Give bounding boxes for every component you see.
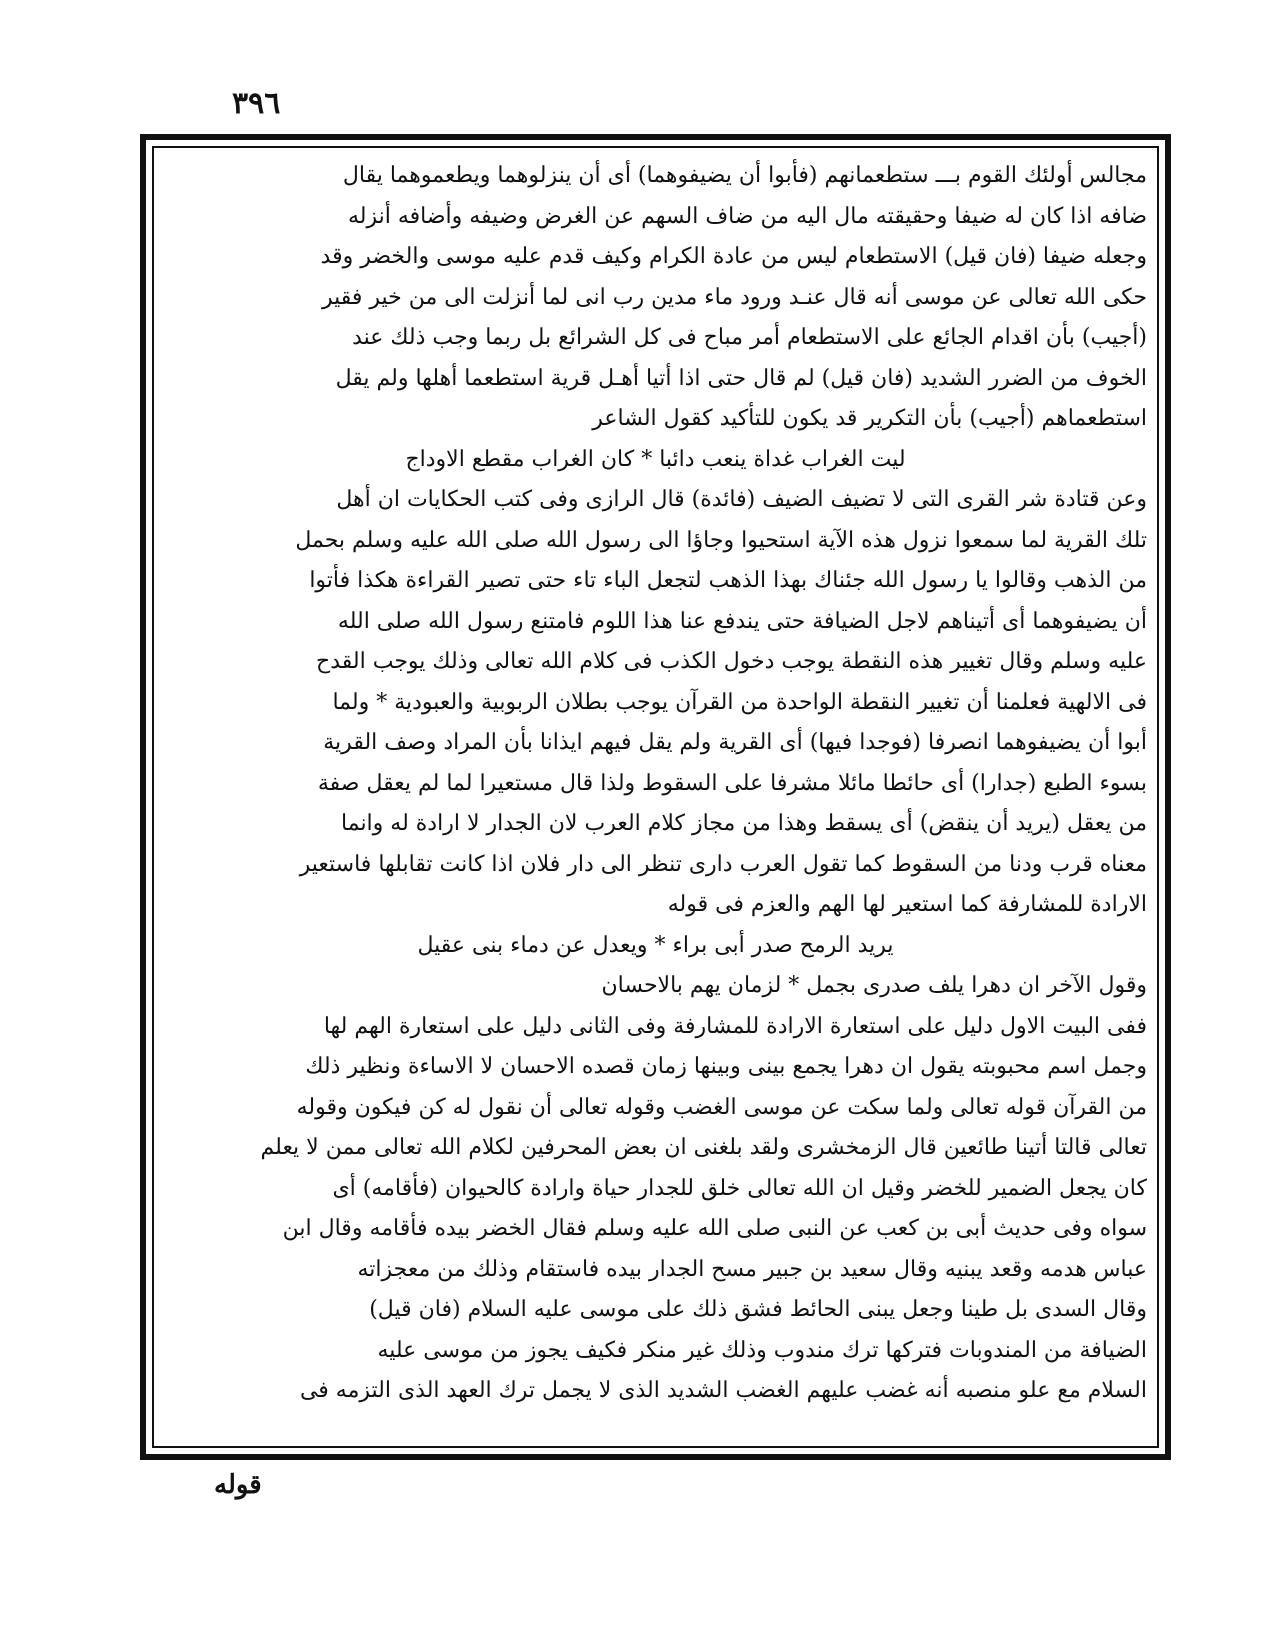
- text-line: عليه وسلم وقال تغيير هذه النقطة يوجب دخول الكذب فى كلام الله تعالى وذلك يوجب القدح: [316, 649, 1147, 674]
- text-line: تلك القرية لما سمعوا نزول هذه الآية استحيوا وجاؤا الى رسول الله صلى الله عليه وسلم بحمل: [295, 527, 1147, 553]
- text-line: السلام مع علو منصبه أنه غضب عليهم الغضب الشديد الذى لا يجمل ترك العهد الذى التزمه فى: [299, 1378, 1147, 1403]
- page-number: ٣٩٦: [232, 86, 281, 121]
- text-line: (أجيب) بأن اقدام الجائع على الاستطعام أمر مباح فى كل الشرائع بل ربما وجب ذلك عند: [352, 325, 1147, 350]
- text-line: وجعله ضيفا (فان قيل) الاستطعام ليس من عادة الكرام وكيف قدم عليه موسى والخضر وقد: [320, 244, 1147, 269]
- text-line: حكى الله تعالى عن موسى أنه قال عنـد ورود ماء مدين رب انى لما أنزلت الى من خير فقير: [321, 284, 1147, 310]
- text-line: تعالى قالتا أتينا طائعين قال الزمخشرى ولقد بلغنى ان بعض المحرفين لكلام الله تعالى ممن لا يعلم: [260, 1135, 1147, 1160]
- text-line: بسوء الطبع (جدارا) أى حائطا مائلا مشرفا على السقوط ولذا قال مستعيرا لما لم يعقل صفة: [317, 770, 1147, 796]
- text-line: مجالس أولئك القوم بـــ ستطعمانهم (فأبوا أن يضيفوهما) أى أن ينزلوهما ويطعموهما يقال: [342, 163, 1147, 188]
- text-line: الارادة للمشارفة كما استعير لها الهم والعزم فى قوله: [667, 892, 1147, 917]
- text-line: استطعماهم (أجيب) بأن التكرير قد يكون للتأكيد كقول الشاعر: [592, 406, 1147, 431]
- text-line: من الذهب وقالوا يا رسول الله جئناك بهذا الذهب لتجعل الباء تاء حتى تصير القراءة هكذا فأتوا: [309, 568, 1147, 593]
- text-line: معناه قرب ودنا من السقوط كما تقول العرب دارى تنظر الى دار فلان اذا كانت تقابلها فاستعير: [299, 851, 1147, 877]
- text-line: ضافه اذا كان له ضيفا وحقيقته مال اليه من ضاف السهم عن الغرض وضيفه وأضافه أنزله: [347, 203, 1147, 229]
- catchword: قوله: [214, 1470, 262, 1500]
- text-line: أبوا أن يضيفوهما انصرفا (فوجدا فيها) أى القرية ولم يقل فيهم ايذانا بأن المراد وصف القرية: [323, 730, 1147, 755]
- text-line: من القرآن قوله تعالى ولما سكت عن موسى الغضب وقوله تعالى أن نقول له كن فيكون وقوله: [296, 1094, 1147, 1120]
- text-line: ففى البيت الاول دليل على استعارة الارادة للمشارفة وفى الثانى دليل على استعارة الهم لها: [323, 1013, 1147, 1039]
- text-line: من يعقل (يريد أن ينقض) أى يسقط وهذا من مجاز كلام العرب لان الجدار لا ارادة له وانما: [341, 811, 1147, 836]
- text-line: وقول الآخر ان دهرا يلف صدرى بجمل * لزمان يهم بالاحسان: [601, 973, 1147, 998]
- text-line: سواه وفى حديث أبى بن كعب عن النبى صلى الله عليه وسلم فقال الخضر بيده فأقامه وقال ابن: [282, 1216, 1147, 1241]
- main-text-block: [164, 156, 1147, 1438]
- text-line: الخوف من الضرر الشديد (فان قيل) لم قال حتى اذا أتيا أهـل قرية استطعما أهلها ولم يقل: [335, 365, 1147, 391]
- text-line: وعن قتادة شر القرى التى لا تضيف الضيف (فائدة) قال الرازى وفى كتب الحكايات ان أهل: [336, 487, 1147, 512]
- poetry-verse: ليت الغراب غداة ينعب دائبا * كان الغراب مقطع الاوداج: [405, 446, 906, 472]
- text-line: فى الالهية فعلمنا أن تغيير النقطة الواحدة من القرآن يوجب بطلان الربوبية والعبودية * ولما: [332, 689, 1147, 715]
- text-line: وجمل اسم محبوبته يقول ان دهرا يجمع بينى وبينها زمان قصده الاحسان لا الاساءة ونظير ذلك: [305, 1054, 1147, 1079]
- poetry-verse: يريد الرمح صدر أبى براء * ويعدل عن دماء بنى عقيل: [417, 932, 894, 958]
- text-line: كان يجعل الضمير للخضر وقيل ان الله تعالى خلق للجدار حياة وارادة كالحيوان (فأقامه) أى: [332, 1175, 1147, 1201]
- text-line: عباس هدمه وقعد يبنيه وقال سعيد بن جبير مسح الجدار بيده فاستقام وذلك من معجزاته: [357, 1256, 1147, 1282]
- text-line: أن يضيفوهما أى أتيناهم لاجل الضيافة حتى يندفع عنا هذا اللوم فامتنع رسول الله صلى الله: [337, 608, 1147, 634]
- text-line: وقال السدى بل طينا وجعل يبنى الحائط فشق ذلك على موسى عليه السلام (فان قيل): [369, 1297, 1147, 1322]
- text-line: الضيافة من المندوبات فتركها ترك مندوب وذلك غير منكر فكيف يجوز من موسى عليه: [377, 1337, 1147, 1363]
